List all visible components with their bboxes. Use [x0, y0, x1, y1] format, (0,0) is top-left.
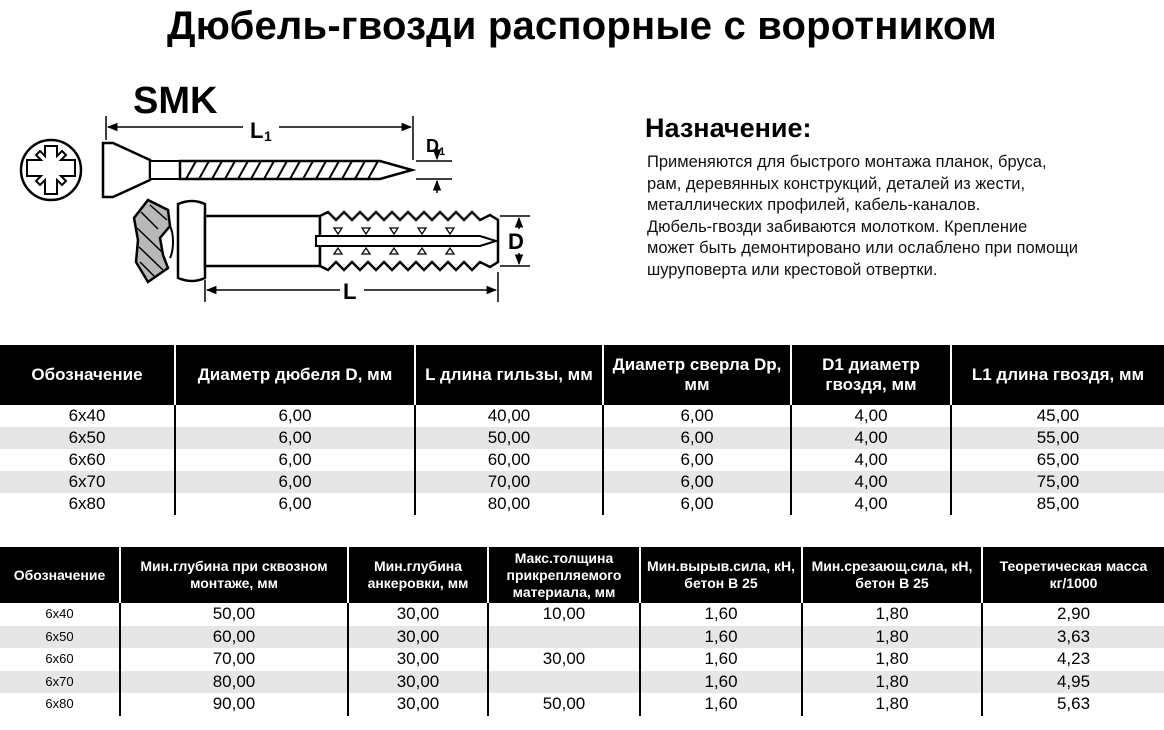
purpose-line: рам, деревянных конструкций, деталей из жести, — [647, 174, 1026, 193]
column-header: Мин.глубина при сквозном монтаже, мм — [120, 547, 348, 603]
dimension-L1 — [106, 115, 413, 160]
column-header: D1 диаметр гвоздя, мм — [791, 345, 951, 405]
column-header: Мин.вырыв.сила, кН, бетон В 25 — [640, 547, 802, 603]
purpose-heading: Назначение: — [645, 113, 812, 143]
purpose-text — [647, 152, 1147, 281]
table-row — [0, 693, 1164, 716]
table-row — [0, 405, 1164, 427]
table-cell: 6,00 — [175, 493, 415, 515]
table-cell: 4,00 — [791, 471, 951, 493]
dimension-D — [500, 216, 530, 266]
dowel-nail-drawing — [0, 100, 560, 310]
table-cell: 6,00 — [175, 405, 415, 427]
table-cell: 65,00 — [1036, 450, 1080, 469]
table-cell: 4,23 — [1056, 649, 1091, 668]
pozidriv-head-icon — [21, 140, 81, 200]
table-cell: 4,00 — [791, 493, 951, 515]
dim-D-label: D — [508, 229, 524, 254]
table-row — [0, 671, 1164, 694]
table-row — [0, 626, 1164, 649]
table-cell: 4,95 — [982, 671, 1164, 694]
table-cell: 55,00 — [951, 427, 1164, 449]
table-cell: 4,00 — [791, 427, 951, 449]
table-cell: 1,80 — [802, 603, 982, 626]
table-cell: 70,00 — [415, 471, 603, 493]
dim-L1-subscript: 1 — [264, 128, 272, 144]
table-cell: 6,00 — [603, 471, 791, 493]
table-cell: 6,00 — [603, 493, 791, 515]
table-cell: 40,00 — [415, 405, 603, 427]
table-cell: 6,00 — [603, 427, 791, 449]
table-cell: 6х70 — [0, 471, 175, 493]
column-header: Мин.срезающ.сила, кН, бетон В 25 — [802, 547, 982, 603]
purpose-line: шуруповерта или крестовой отвертки. — [647, 260, 938, 279]
column-header: Обозначение — [0, 345, 175, 405]
table-cell: 80,00 — [120, 671, 348, 694]
column-header: L длина гильзы, мм — [415, 345, 603, 405]
table-cell — [488, 626, 640, 649]
table-cell: 6х40 — [0, 603, 120, 626]
page-title: Дюбель-гвозди распорные с воротником — [167, 4, 997, 48]
dowel-drawing — [178, 201, 498, 281]
table-cell: 90,00 — [120, 693, 348, 716]
table-cell: 3,63 — [982, 626, 1164, 649]
table-cell: 6х70 — [0, 671, 120, 694]
purpose-line: может быть демонтировано или ослаблено при помощи — [647, 239, 1078, 257]
table-cell — [488, 671, 640, 694]
table-cell: 6,00 — [175, 449, 415, 471]
table-cell: 6х60 — [0, 648, 120, 671]
table-cell: 1,60 — [640, 603, 802, 626]
table-cell: 30,00 — [348, 626, 488, 649]
table-row — [0, 471, 1164, 493]
table-row — [0, 449, 1164, 471]
dim-D1-subscript: 1 — [439, 146, 446, 158]
table-cell: 6,00 — [603, 449, 791, 471]
table-cell: 85,00 — [1036, 494, 1080, 513]
table-cell: 1,80 — [802, 671, 982, 694]
table-cell: 6,00 — [175, 427, 415, 449]
model-label: SMK — [133, 80, 218, 122]
table-header-row — [0, 547, 1164, 603]
collar-section-drawing — [134, 200, 173, 282]
table-cell: 30,00 — [348, 603, 488, 626]
table-cell: 10,00 — [488, 603, 640, 626]
table-cell: 1,80 — [802, 693, 982, 716]
purpose-line: Применяются для быстрого монтажа планок, бруса, — [647, 153, 1047, 171]
table-cell: 50,00 — [415, 427, 603, 449]
table-cell: 1,60 — [640, 693, 802, 716]
table-cell: 30,00 — [348, 648, 488, 671]
table-cell: 60,00 — [120, 626, 348, 649]
table-cell: 60,00 — [415, 449, 603, 471]
column-header: Диаметр сверла Dp, мм — [603, 345, 791, 405]
table-row — [0, 648, 1164, 671]
column-header: Мин.глубина анкеровки, мм — [348, 547, 488, 603]
table-row — [0, 427, 1164, 449]
table-cell: 1,80 — [802, 648, 982, 671]
performance-table — [0, 547, 1164, 716]
table-header-row — [0, 345, 1164, 405]
table-cell: 70,00 — [120, 648, 348, 671]
table-cell: 50,00 — [120, 603, 348, 626]
table-cell: 6х80 — [0, 693, 120, 716]
table-cell: 1,60 — [640, 648, 802, 671]
dimension-D1 — [416, 136, 452, 193]
table-cell: 80,00 — [415, 493, 603, 515]
table-cell: 6х50 — [0, 626, 120, 649]
column-header: L1 длина гвоздя, мм — [951, 345, 1164, 405]
nail-drawing — [103, 143, 412, 197]
table-cell: 50,00 — [488, 693, 640, 716]
table-cell: 30,00 — [488, 648, 640, 671]
table-cell: 75,00 — [951, 471, 1164, 493]
dim-L-label: L — [343, 279, 357, 304]
purpose-line: металлических профилей, кабель-каналов. — [647, 196, 981, 214]
table-cell: 30,00 — [348, 671, 488, 694]
table-cell: 1,80 — [802, 626, 982, 649]
dimensions-table — [0, 345, 1164, 515]
table-cell: 30,00 — [348, 693, 488, 716]
table-cell: 6х60 — [0, 449, 175, 471]
table-cell: 4,00 — [791, 449, 951, 471]
dimension-L — [205, 272, 498, 304]
table-cell: 6х80 — [0, 493, 175, 515]
table-row — [0, 493, 1164, 515]
table-cell: 6,00 — [175, 471, 415, 493]
column-header: Диаметр дюбеля D, мм — [175, 345, 415, 405]
table-cell: 6х50 — [0, 427, 175, 449]
table-cell: 2,90 — [1056, 604, 1091, 623]
column-header: Теоретическая масса кг/1000 — [982, 547, 1164, 603]
column-header: Макс.толщина прикрепляемого материала, мм — [488, 547, 640, 603]
table-cell: 6х40 — [0, 405, 175, 427]
table-cell: 1,60 — [640, 626, 802, 649]
table-cell: 4,00 — [791, 405, 951, 427]
table-cell: 45,00 — [1036, 406, 1080, 425]
column-header: Обозначение — [0, 547, 120, 603]
table-cell: 5,63 — [1056, 694, 1091, 713]
table-cell: 1,60 — [640, 671, 802, 694]
purpose-line: Дюбель-гвозди забиваются молотком. Крепление — [647, 217, 1028, 236]
dim-L1-label: L — [250, 118, 264, 143]
table-cell: 6,00 — [603, 405, 791, 427]
dim-D1-label: D — [426, 136, 439, 156]
table-row — [0, 603, 1164, 626]
